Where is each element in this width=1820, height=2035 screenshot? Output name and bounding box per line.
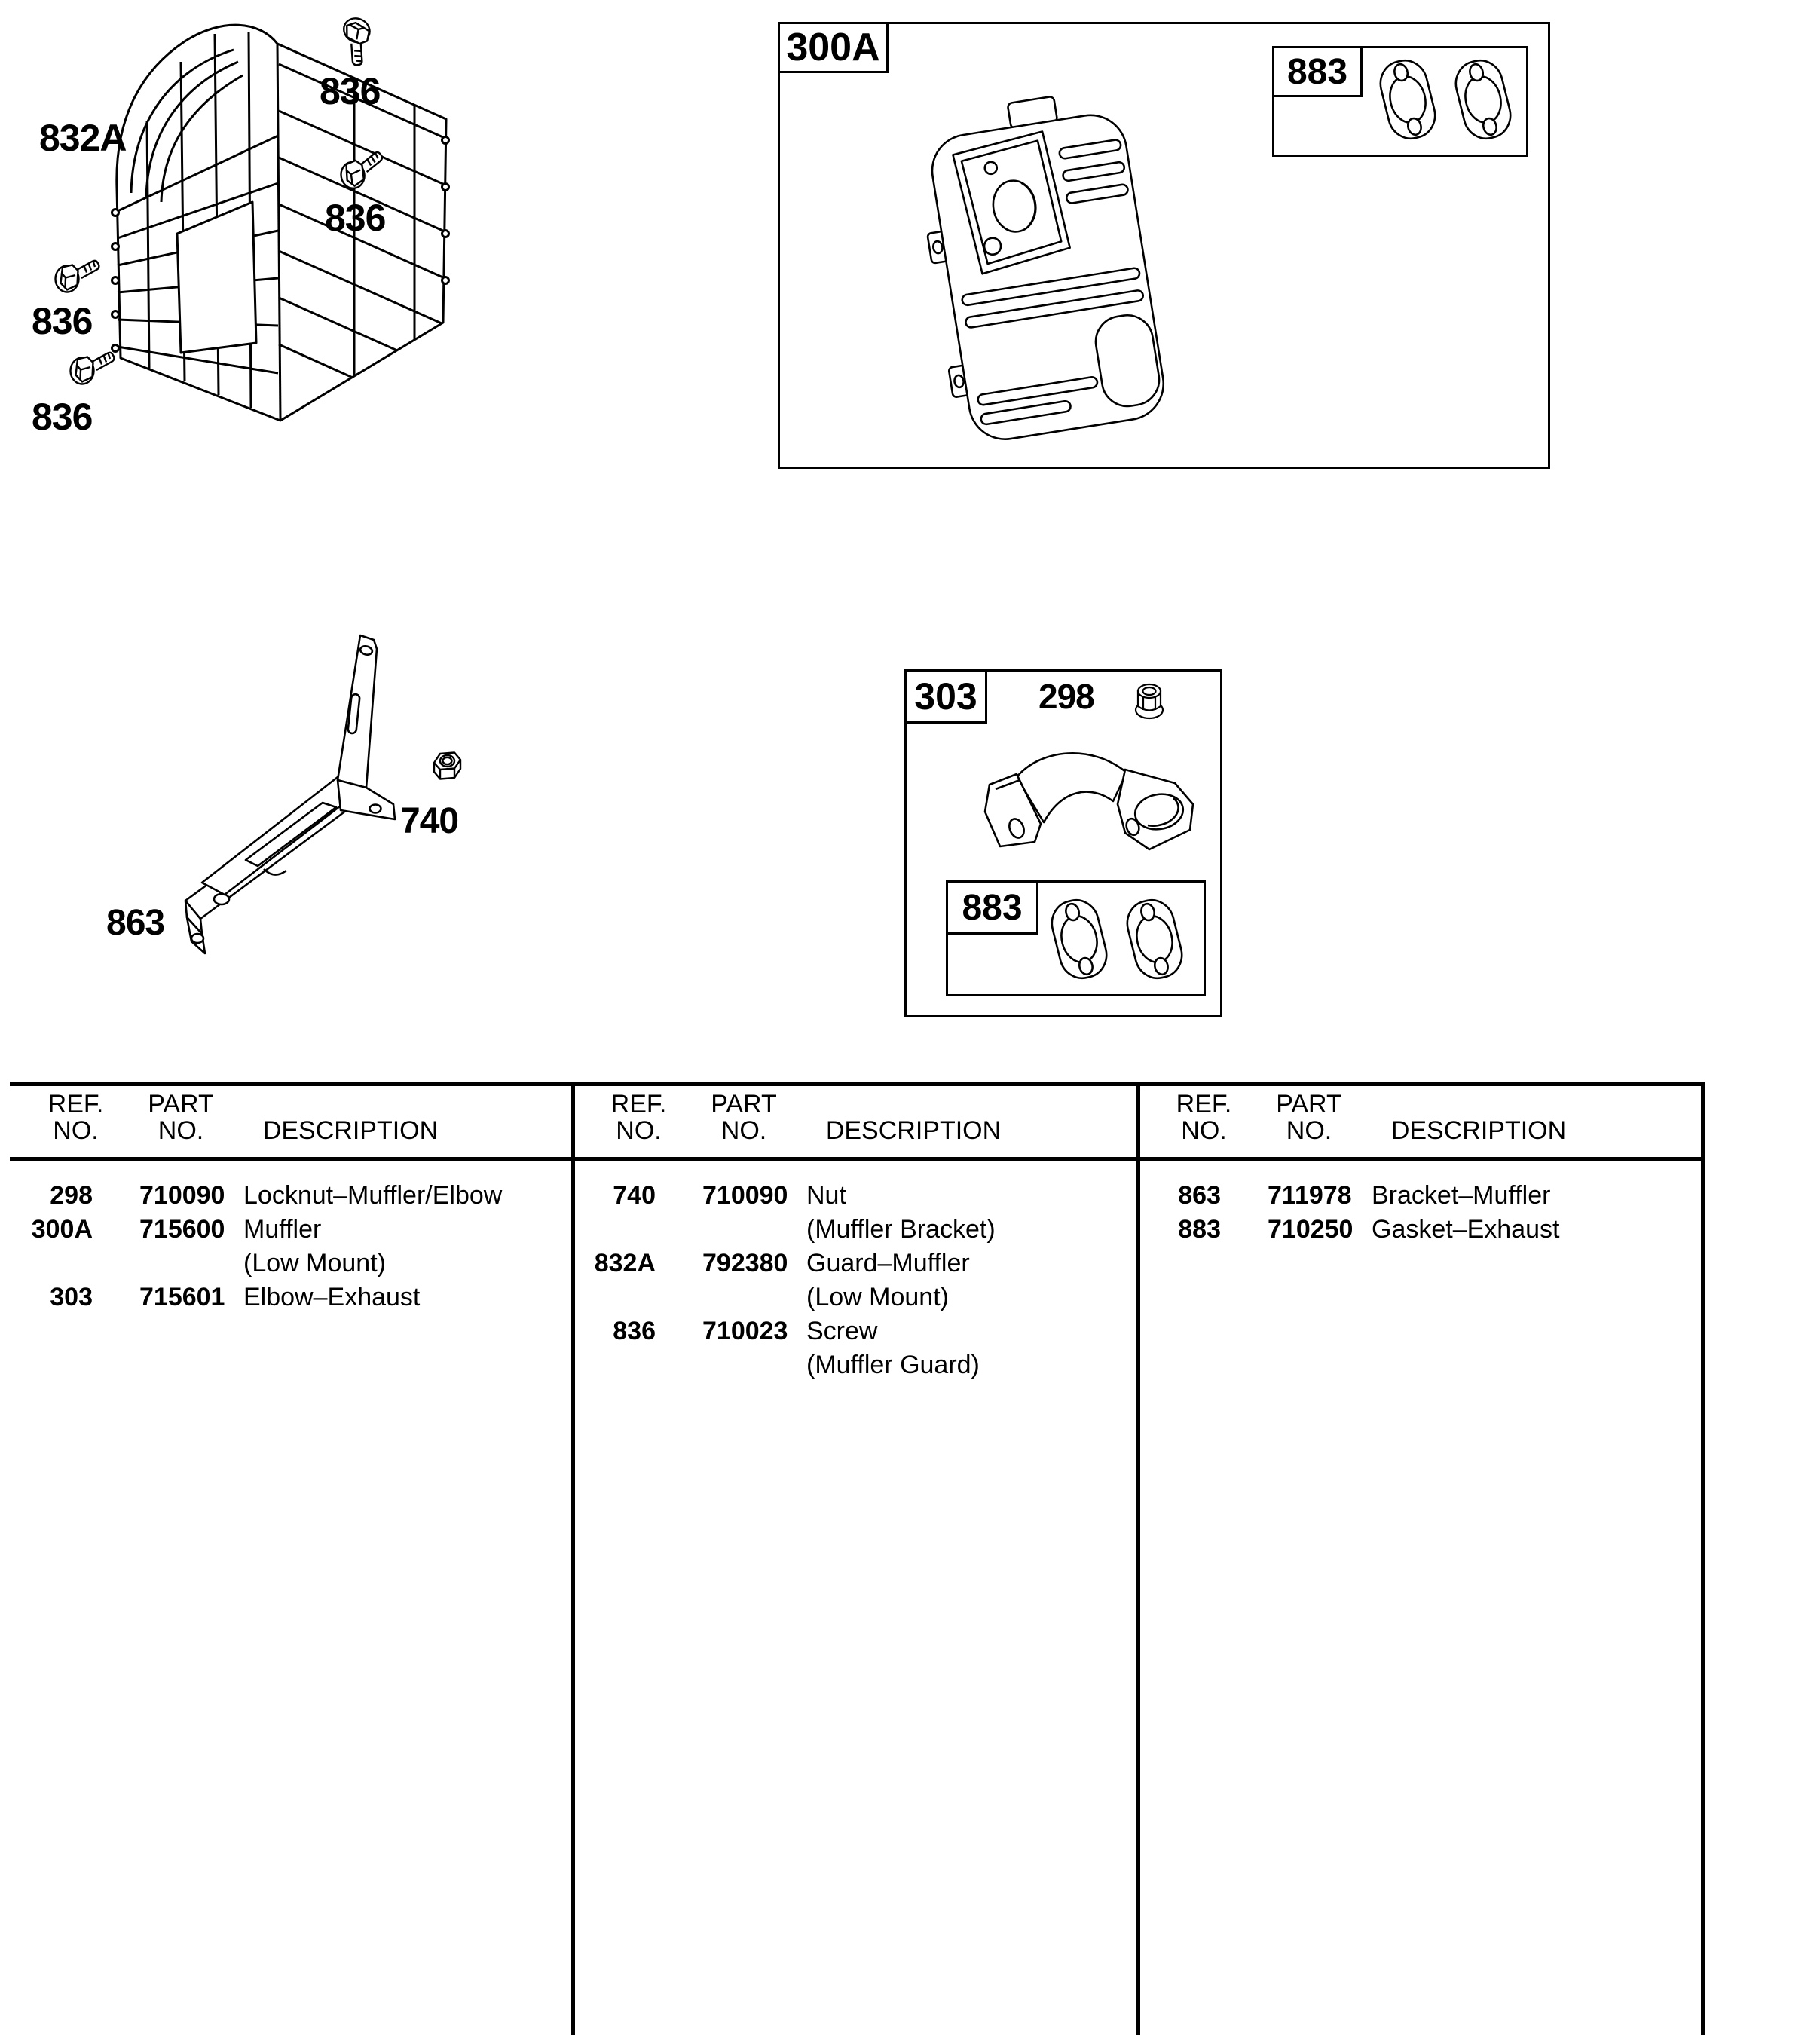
description: Gasket–Exhaust xyxy=(1372,1215,1560,1244)
part-no: 711978 xyxy=(1268,1181,1352,1210)
exhaust-elbow-illustration xyxy=(977,742,1196,855)
callout-nut: 740 xyxy=(400,801,459,841)
gasket-icon xyxy=(1049,895,1109,983)
description: (Low Mount) xyxy=(806,1283,949,1311)
table-right-border xyxy=(1701,1082,1705,2035)
ref-no: 300A xyxy=(31,1215,93,1244)
header-part-no: NO. xyxy=(720,1116,767,1145)
header-part: PART xyxy=(711,1090,777,1118)
header-part: PART xyxy=(1276,1090,1342,1118)
screw-icon xyxy=(69,347,116,387)
callout-screw: 836 xyxy=(320,70,381,112)
muffler-bracket-illustration xyxy=(175,629,393,961)
table-top-border xyxy=(10,1082,1703,1086)
description: Screw xyxy=(806,1317,878,1345)
part-no: 710250 xyxy=(1268,1215,1354,1244)
locknut-icon xyxy=(1133,683,1167,721)
callout-locknut: 298 xyxy=(1038,677,1094,716)
header-description: DESCRIPTION xyxy=(825,1116,1002,1145)
ref-no: 740 xyxy=(613,1181,656,1210)
description: (Low Mount) xyxy=(243,1249,386,1278)
header-ref-no: NO. xyxy=(616,1116,662,1145)
ref-no: 298 xyxy=(50,1181,93,1210)
muffler-box-label: 300A xyxy=(778,22,889,73)
ref-no: 863 xyxy=(1178,1181,1221,1210)
gasket-icon xyxy=(1453,56,1513,143)
ref-no: 303 xyxy=(50,1283,93,1311)
part-no: 710090 xyxy=(139,1181,225,1210)
description: Bracket–Muffler xyxy=(1372,1181,1551,1210)
header-part-no: NO. xyxy=(1286,1116,1332,1145)
header-ref-no: NO. xyxy=(53,1116,99,1145)
description: Muffler xyxy=(243,1215,322,1244)
description: Guard–Muffler xyxy=(806,1249,970,1278)
callout-screw: 836 xyxy=(32,396,93,438)
description: (Muffler Guard) xyxy=(806,1351,980,1379)
callout-bracket: 863 xyxy=(106,903,165,943)
description: Elbow–Exhaust xyxy=(243,1283,421,1311)
part-no: 710090 xyxy=(702,1181,788,1210)
part-no: 715600 xyxy=(139,1215,225,1244)
header-ref-no: NO. xyxy=(1181,1116,1227,1145)
gasket-icon xyxy=(1124,895,1185,983)
table-header-separator xyxy=(10,1157,1703,1161)
header-description: DESCRIPTION xyxy=(1390,1116,1567,1145)
header-ref: REF. xyxy=(47,1090,104,1118)
ref-no: 883 xyxy=(1178,1215,1221,1244)
gasket-box-label: 883 xyxy=(1272,46,1363,97)
description: Locknut–Muffler/Elbow xyxy=(243,1181,503,1210)
header-description: DESCRIPTION xyxy=(262,1116,439,1145)
gasket-box-label: 883 xyxy=(946,880,1038,935)
ref-no: 832A xyxy=(594,1249,656,1278)
screw-icon xyxy=(54,255,101,295)
callout-guard: 832A xyxy=(39,117,127,159)
gasket-icon xyxy=(1378,56,1438,143)
table-column-divider xyxy=(571,1082,575,2035)
callout-screw: 836 xyxy=(325,197,386,239)
header-part-no: NO. xyxy=(158,1116,204,1145)
description: Nut xyxy=(806,1181,846,1210)
callout-screw: 836 xyxy=(32,300,93,342)
muffler-illustration xyxy=(923,102,1183,452)
description: (Muffler Bracket) xyxy=(806,1215,996,1244)
elbow-box-label: 303 xyxy=(904,669,987,724)
header-part: PART xyxy=(148,1090,214,1118)
part-no: 710023 xyxy=(702,1317,788,1345)
nut-icon xyxy=(432,750,463,788)
ref-no: 836 xyxy=(613,1317,656,1345)
muffler-guard-illustration xyxy=(106,8,463,437)
header-ref: REF. xyxy=(1176,1090,1232,1118)
screw-icon xyxy=(336,145,389,194)
part-no: 792380 xyxy=(702,1249,788,1278)
header-ref: REF. xyxy=(610,1090,667,1118)
part-no: 715601 xyxy=(139,1283,225,1311)
